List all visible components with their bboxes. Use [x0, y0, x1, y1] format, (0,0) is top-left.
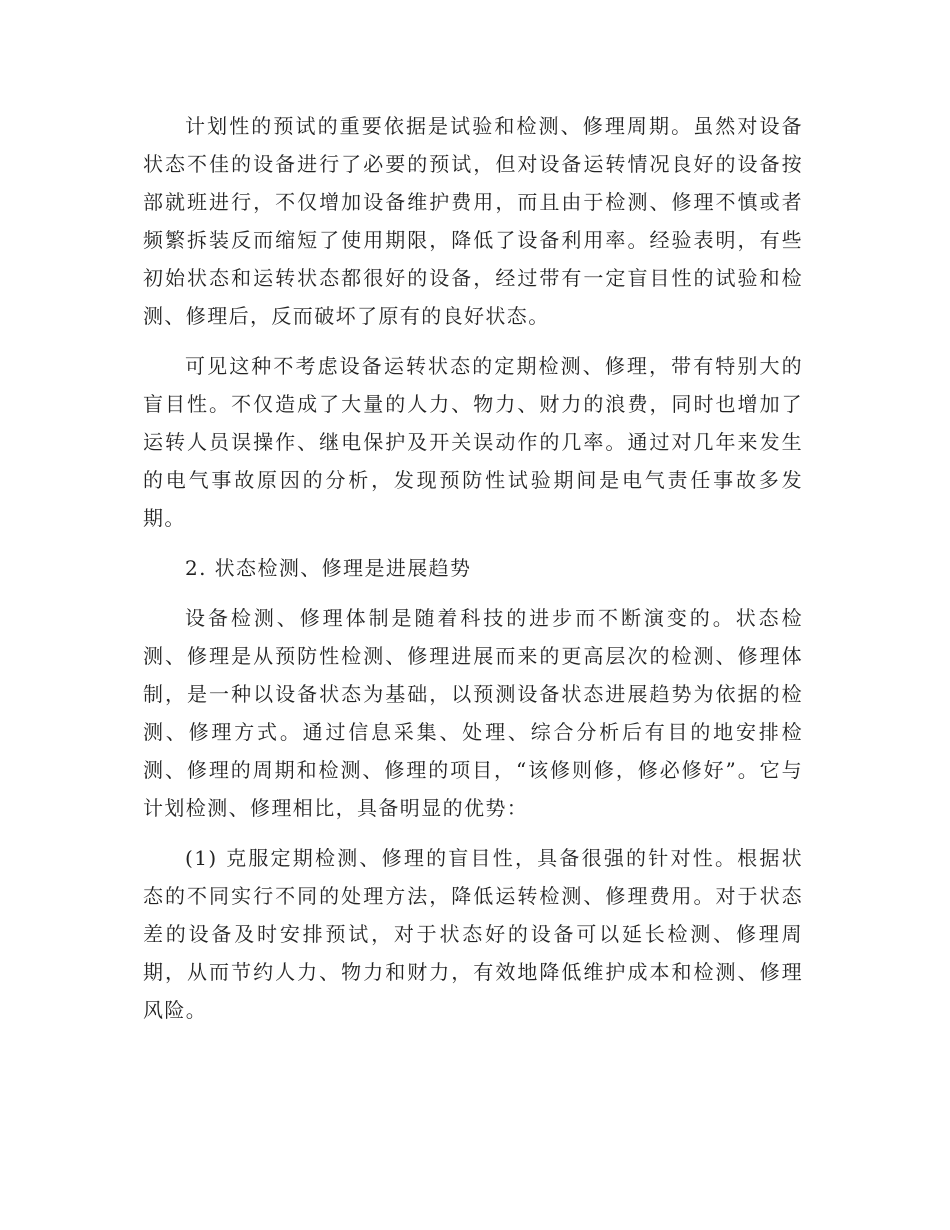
paragraph-blindness-of-periodic-maintenance: 可见这种不考虑设备运转状态的定期检测、修理，带有特别大的盲目性。不仅造成了大量的人力、物力、财力的浪费，同时也增加了运转人员误操作、继电保护及开关误动作的几率。通过对几年来发生的电气事故原因的分析，发现预防性试验期间是电气责任事故多发期。: [143, 354, 803, 530]
paragraph-advantage-1: (1) 克服定期检测、修理的盲目性，具备很强的针对性。根据状态的不同实行不同的处理方法，降低运转检测、修理费用。对于状态差的设备及时安排预试，对于状态好的设备可以延长检测、修理周期，从而节约人力、物力和财力，有效地降低维护成本和检测、修理风险。: [143, 846, 803, 1022]
paragraph-condition-based-maintenance: 设备检测、修理体制是随着科技的进步而不断演变的。状态检测、修理是从预防性检测、修理进展而来的更高层次的检测、修理体制，是一种以设备状态为基础，以预测设备状态进展趋势为依据的检测、修理方式。通过信息采集、处理、综合分析后有目的地安排检测、修理的周期和检测、修理的项目，“该修则修，修必修好”。它与计划检测、修理相比，具备明显的优势：: [143, 606, 803, 820]
paragraph-scheduled-testing: 计划性的预试的重要依据是试验和检测、修理周期。虽然对设备状态不佳的设备进行了必要的预试，但对设备运转情况良好的设备按部就班进行，不仅增加设备维护费用，而且由于检测、修理不慎或者频繁拆装反而缩短了使用期限，降低了设备利用率。经验表明，有些初始状态和运转状态都很好的设备，经过带有一定盲目性的试验和检测、修理后，反而破坏了原有的良好状态。: [143, 114, 803, 328]
document-body: [143, 107, 803, 1029]
section-heading-condition-based-maintenance: 2. 状态检测、修理是进展趋势: [185, 556, 472, 580]
